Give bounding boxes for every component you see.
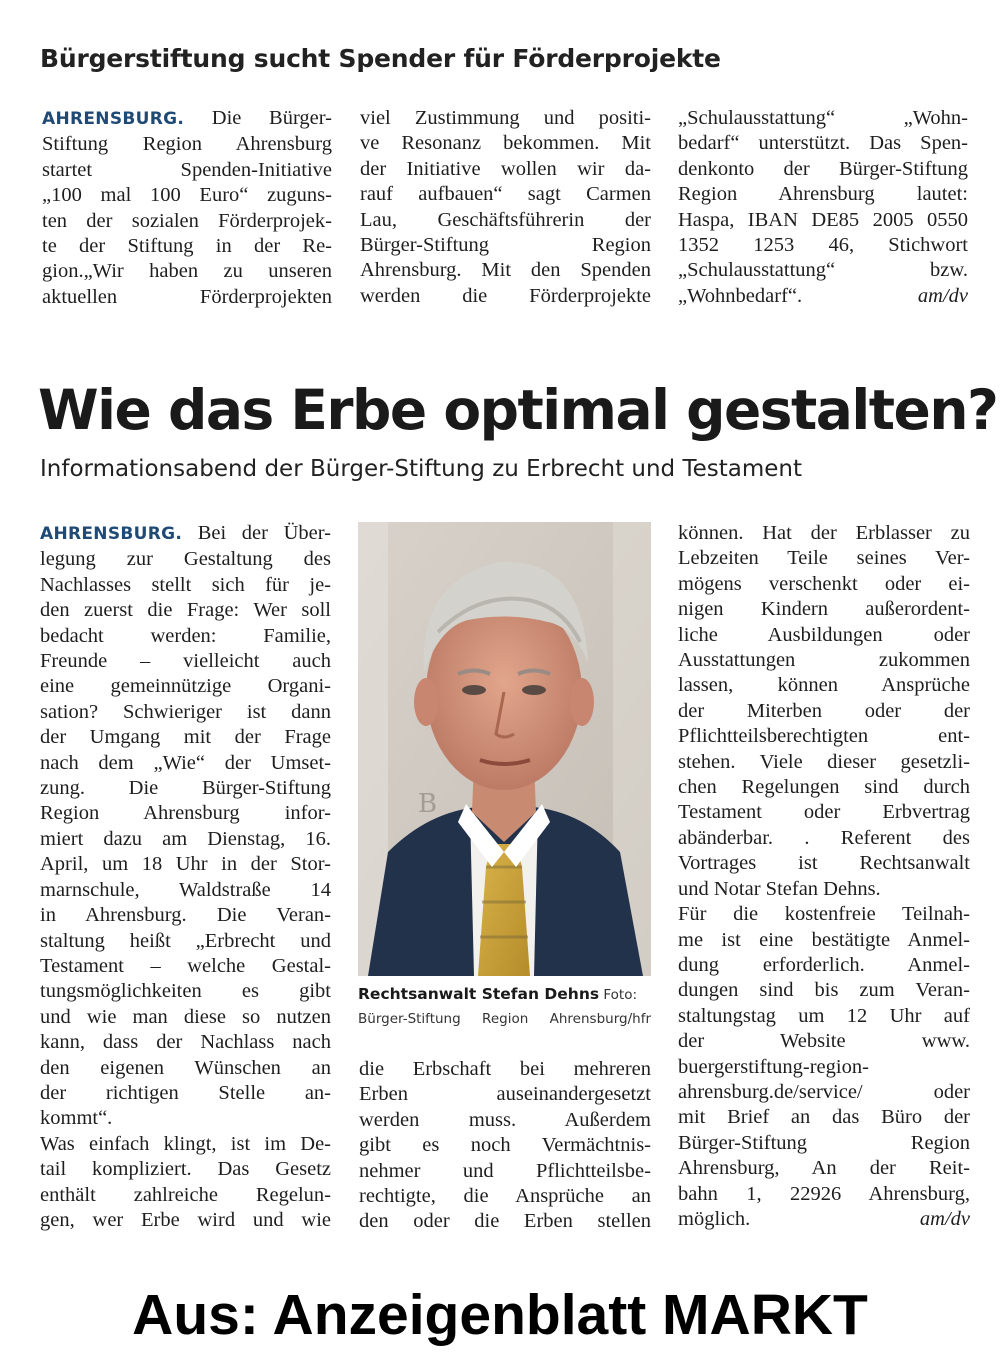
text-line: denkonto der Bürger-Stiftung (678, 157, 968, 180)
text-line: „Schulausstattung“ „Wohn- (678, 107, 968, 129)
text-line: Testament oder Erbvertrag (678, 801, 970, 824)
text-line: und Notar Stefan Dehns. (678, 877, 881, 900)
text-line: enthält zahlreiche Regelun- (40, 1183, 331, 1206)
text-run: möglich. (678, 1207, 920, 1230)
text-line: Pflichtteilsberechtigten ent- (678, 725, 970, 748)
text-line: rechtigte, die Ansprüche an (359, 1185, 651, 1208)
text-line: Ausstattungen zukommen (678, 649, 970, 672)
text-line: marnschule, Waldstraße 14 (40, 878, 331, 901)
text-line: bedacht werden: Familie, (40, 624, 331, 647)
text-line: Ahrensburg, An der Reit- (678, 1157, 970, 1180)
text-line: Was einfach klingt, ist im De- (40, 1132, 331, 1155)
text-line: chen Regelungen sind durch (678, 776, 970, 799)
text-line: bedarf“ unterstützt. Das Spen- (678, 132, 968, 155)
dateline: AHRENSBURG. (42, 109, 185, 129)
text-line: und wie man diese so nutzen (40, 1005, 331, 1028)
text-line: „Schulausstattung“ bzw. (678, 259, 968, 282)
portrait-photo (358, 522, 651, 976)
text-line: den oder die Erben stellen (359, 1210, 651, 1233)
text-line: Für die kostenfreie Teilnah- (678, 903, 970, 926)
text-line: werden die Förderprojekte (360, 284, 651, 307)
text-line: gen, wer Erbe wird und wie (40, 1208, 331, 1231)
text-line: Testament – welche Gestal- (40, 954, 331, 977)
text-line: mit Brief an das Büro der (678, 1106, 970, 1129)
text-line: miert dazu am Dienstag, 16. (40, 827, 331, 850)
text-line: werden muss. Außerdem (359, 1108, 651, 1131)
text-line: staltung heißt „Erbrecht und (40, 929, 331, 952)
text-line: Lau, Geschäftsführerin der (360, 208, 651, 231)
text-line: tail kompliziert. Das Gesetz (40, 1158, 331, 1181)
author-signature: am/dv (919, 1207, 970, 1230)
text-line: viel Zustimmung und positi- (360, 107, 651, 129)
text-line: kann, dass der Nachlass nach (40, 1031, 331, 1054)
text-line: dung erforderlich. Anmel- (678, 953, 970, 976)
text-line: te der Stiftung in der Re- (42, 235, 332, 258)
text-line: gion.„Wir haben zu unseren (42, 260, 332, 283)
text-line: tungsmöglichkeiten es gibt (40, 980, 331, 1003)
top-article-column-3 (678, 106, 968, 309)
text-line: legung zur Gestaltung des (40, 548, 331, 571)
text-line: Bürger-Stiftung Region (360, 234, 651, 257)
text-line: der Initiative wollen wir da- (360, 157, 651, 180)
text-line: Lebzeiten Teile seines Ver- (678, 547, 970, 570)
text-line: der richtigen Stelle an- (40, 1081, 331, 1104)
text-line: können. Hat der Erblasser zu (678, 522, 970, 544)
top-article-column-2 (360, 106, 651, 309)
text-line (678, 1207, 970, 1232)
text-line: Nachlasses stellt sich für je- (40, 573, 331, 596)
text-line: mögens verschenkt oder ei- (678, 572, 970, 595)
dateline: AHRENSBURG. (40, 524, 183, 544)
main-article-headline: Wie das Erbe optimal gestalten? (38, 378, 998, 442)
source-line: Aus: Anzeigenblatt MARKT (132, 1283, 868, 1347)
text-line: Ahrensburg. Mit den Spenden (360, 259, 651, 282)
text-line: ahrensburg.de/service/ oder (678, 1080, 970, 1103)
caption-credit (358, 1007, 651, 1031)
text-line: nigen Kindern außerordent- (678, 598, 970, 621)
svg-text:B: B (418, 789, 438, 819)
text-line: ten der sozialen Förderprojek- (42, 209, 332, 232)
text-line: me ist eine bestätigte Anmel- (678, 928, 970, 951)
main-article-column-2 (359, 1057, 651, 1235)
text-line: gibt es noch Vermächtnis- (359, 1134, 651, 1157)
text-line (678, 284, 968, 309)
text-line: den zuerst die Frage: Wer soll (40, 599, 331, 622)
text-run: Bei der Über- (182, 522, 331, 544)
text-line: Stiftung Region Ahrensburg (42, 133, 332, 156)
portrait-illustration (358, 522, 651, 976)
text-line (40, 521, 331, 547)
text-line: ve Resonanz bekommen. Mit (360, 132, 651, 155)
text-line: Vortrages ist Rechtsanwalt (678, 852, 970, 875)
text-line: abänderbar. . Referent des (678, 826, 970, 849)
text-line: stehen. Viele dieser gesetzli- (678, 750, 970, 773)
text-line: staltungstag um 12 Uhr auf (678, 1004, 970, 1027)
text-line: der Miterben oder der (678, 699, 970, 722)
text-line: „100 mal 100 Euro“ zuguns- (42, 184, 332, 207)
main-article-column-3 (678, 521, 970, 1232)
text-line: April, um 18 Uhr in der Stor- (40, 853, 331, 876)
text-line: den eigenen Wünschen an (40, 1056, 331, 1079)
text-line: eine gemeinnützige Organi- (40, 675, 331, 698)
text-line: der Website www. (678, 1030, 970, 1053)
text-line: 1352 1253 46, Stichwort (678, 234, 968, 257)
text-line: der Umgang mit der Frage (40, 726, 331, 749)
caption-title: Rechtsanwalt Stefan Dehns (358, 985, 600, 1003)
top-article-column-1 (42, 106, 332, 310)
text-run: Die Bürger- (184, 107, 332, 129)
text-line: Haspa, IBAN DE85 2005 0550 (678, 208, 968, 231)
text-line: nehmer und Pflichtteilsbe- (359, 1159, 651, 1182)
text-line: startet Spenden-Initiative (42, 158, 332, 181)
main-article-column-1 (40, 521, 331, 1233)
text-line: zung. Die Bürger-Stiftung (40, 777, 331, 800)
text-line: dungen sind bis zum Veran- (678, 979, 970, 1002)
text-line: bahn 1, 22926 Ahrensburg, (678, 1182, 970, 1205)
text-line: Region Ahrensburg lautet: (678, 183, 968, 206)
text-line: die Erbschaft bei mehreren (359, 1058, 651, 1080)
top-article-headline: Bürgerstiftung sucht Spender für Förderprojekte (40, 44, 721, 73)
author-signature: am/dv (917, 284, 968, 307)
text-line: sation? Schwieriger ist dann (40, 700, 331, 723)
caption-credit-part: Ahrensburg/hfr (549, 1011, 651, 1027)
text-line: buergerstiftung-region- (678, 1055, 869, 1078)
caption-credit-label: Foto: (603, 987, 638, 1003)
text-line: in Ahrensburg. Die Veran- (40, 904, 331, 927)
text-line: rauf aufbauen“ sagt Carmen (360, 183, 651, 206)
text-line: nach dem „Wie“ der Umset- (40, 751, 331, 774)
text-line: aktuellen Förderprojekten (42, 285, 332, 308)
text-line: Erben auseinandergesetzt (359, 1083, 651, 1106)
text-line: liche Ausbildungen oder (678, 623, 970, 646)
main-article-subheadline: Informationsabend der Bürger-Stiftung zu Erbrecht und Testament (40, 456, 802, 482)
text-run: „Wohnbedarf“. (678, 284, 918, 307)
text-line: Region Ahrensburg infor- (40, 802, 331, 825)
text-line (42, 106, 332, 132)
text-line: Freunde – vielleicht auch (40, 650, 331, 673)
text-line: kommt“. (40, 1107, 113, 1130)
caption-credit-part: Region (482, 1011, 529, 1027)
text-line: lassen, können Ansprüche (678, 674, 970, 697)
text-line: Bürger-Stiftung Region (678, 1131, 970, 1154)
photo-caption (358, 982, 651, 1031)
caption-credit-part: Bürger-Stiftung (358, 1011, 461, 1027)
